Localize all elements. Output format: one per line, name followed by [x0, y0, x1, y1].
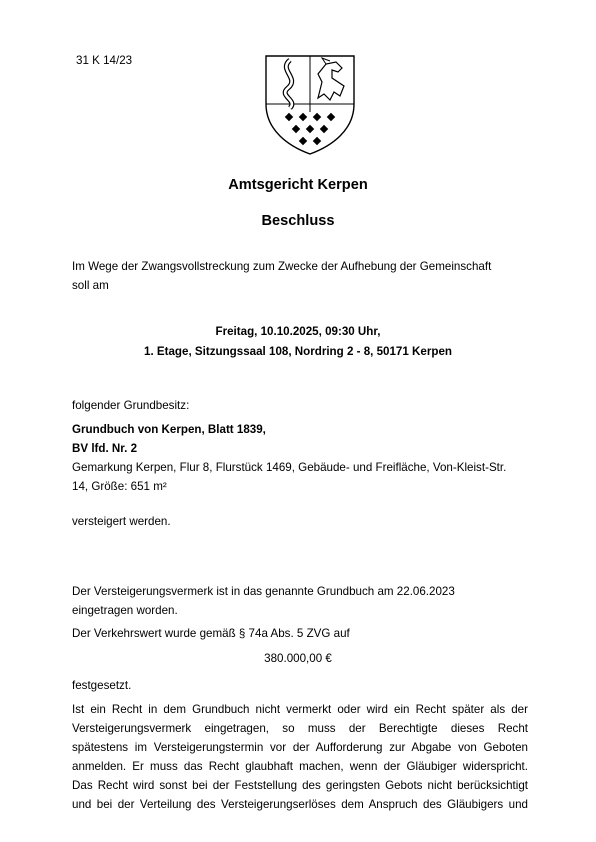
rights-line: Ist ein Recht in dem Grundbuch nicht vermerkt oder wird ein Recht später als der — [72, 703, 528, 716]
property-description-1: Gemarkung Kerpen, Flur 8, Flurstück 1469, Gebäude- und Freifläche, Von-Kleist-Str. — [72, 461, 507, 474]
property-description-2: 14, Größe: 651 m² — [72, 480, 167, 493]
entry-line-2: eingetragen worden. — [72, 604, 178, 617]
rights-line: Versteigerungsvermerk eingetragen, so muss der Berechtigte dieses Recht — [72, 722, 528, 735]
property-block — [72, 420, 528, 496]
rights-line: anmelden. Er muss das Recht glaubhaft machen, wenn der Gläubiger widerspricht. — [72, 760, 528, 773]
coat-of-arms-icon — [260, 52, 360, 156]
property-intro: folgender Grundbesitz: — [72, 399, 190, 412]
valuation-suffix: festgesetzt. — [72, 679, 132, 692]
court-name: Amtsgericht Kerpen — [228, 177, 368, 193]
intro-paragraph — [72, 257, 528, 295]
intro-line-2: soll am — [72, 279, 109, 292]
case-number: 31 K 14/23 — [76, 54, 133, 67]
auction-note: versteigert werden. — [72, 515, 171, 528]
entry-paragraph — [72, 582, 528, 620]
valuation-intro: Der Verkehrswert wurde gemäß § 74a Abs. 5 ZVG auf — [72, 627, 350, 640]
property-register: Grundbuch von Kerpen, Blatt 1839, — [72, 423, 266, 436]
valuation-amount: 380.000,00 € — [264, 652, 332, 665]
document-type: Beschluss — [261, 213, 335, 229]
appointment-location: 1. Etage, Sitzungssaal 108, Nordring 2 - 8, 50171 Kerpen — [144, 345, 452, 358]
rights-paragraph — [72, 700, 528, 814]
rights-line: Das Recht wird sonst bei der Feststellung des geringsten Gebots nicht berücksichtigt — [72, 779, 528, 792]
rights-line: spätestens im Versteigerungstermin vor der Aufforderung zur Abgabe von Geboten — [72, 741, 528, 754]
entry-line-1: Der Versteigerungsvermerk ist in das genannte Grundbuch am 22.06.2023 — [72, 585, 455, 598]
appointment-datetime: Freitag, 10.10.2025, 09:30 Uhr, — [215, 325, 381, 338]
rights-line: und bei der Verteilung des Versteigerungserlöses dem Anspruch des Gläubigers und — [72, 798, 528, 811]
property-bv: BV lfd. Nr. 2 — [72, 442, 138, 455]
intro-line-1: Im Wege der Zwangsvollstreckung zum Zwecke der Aufhebung der Gemeinschaft — [72, 260, 492, 273]
